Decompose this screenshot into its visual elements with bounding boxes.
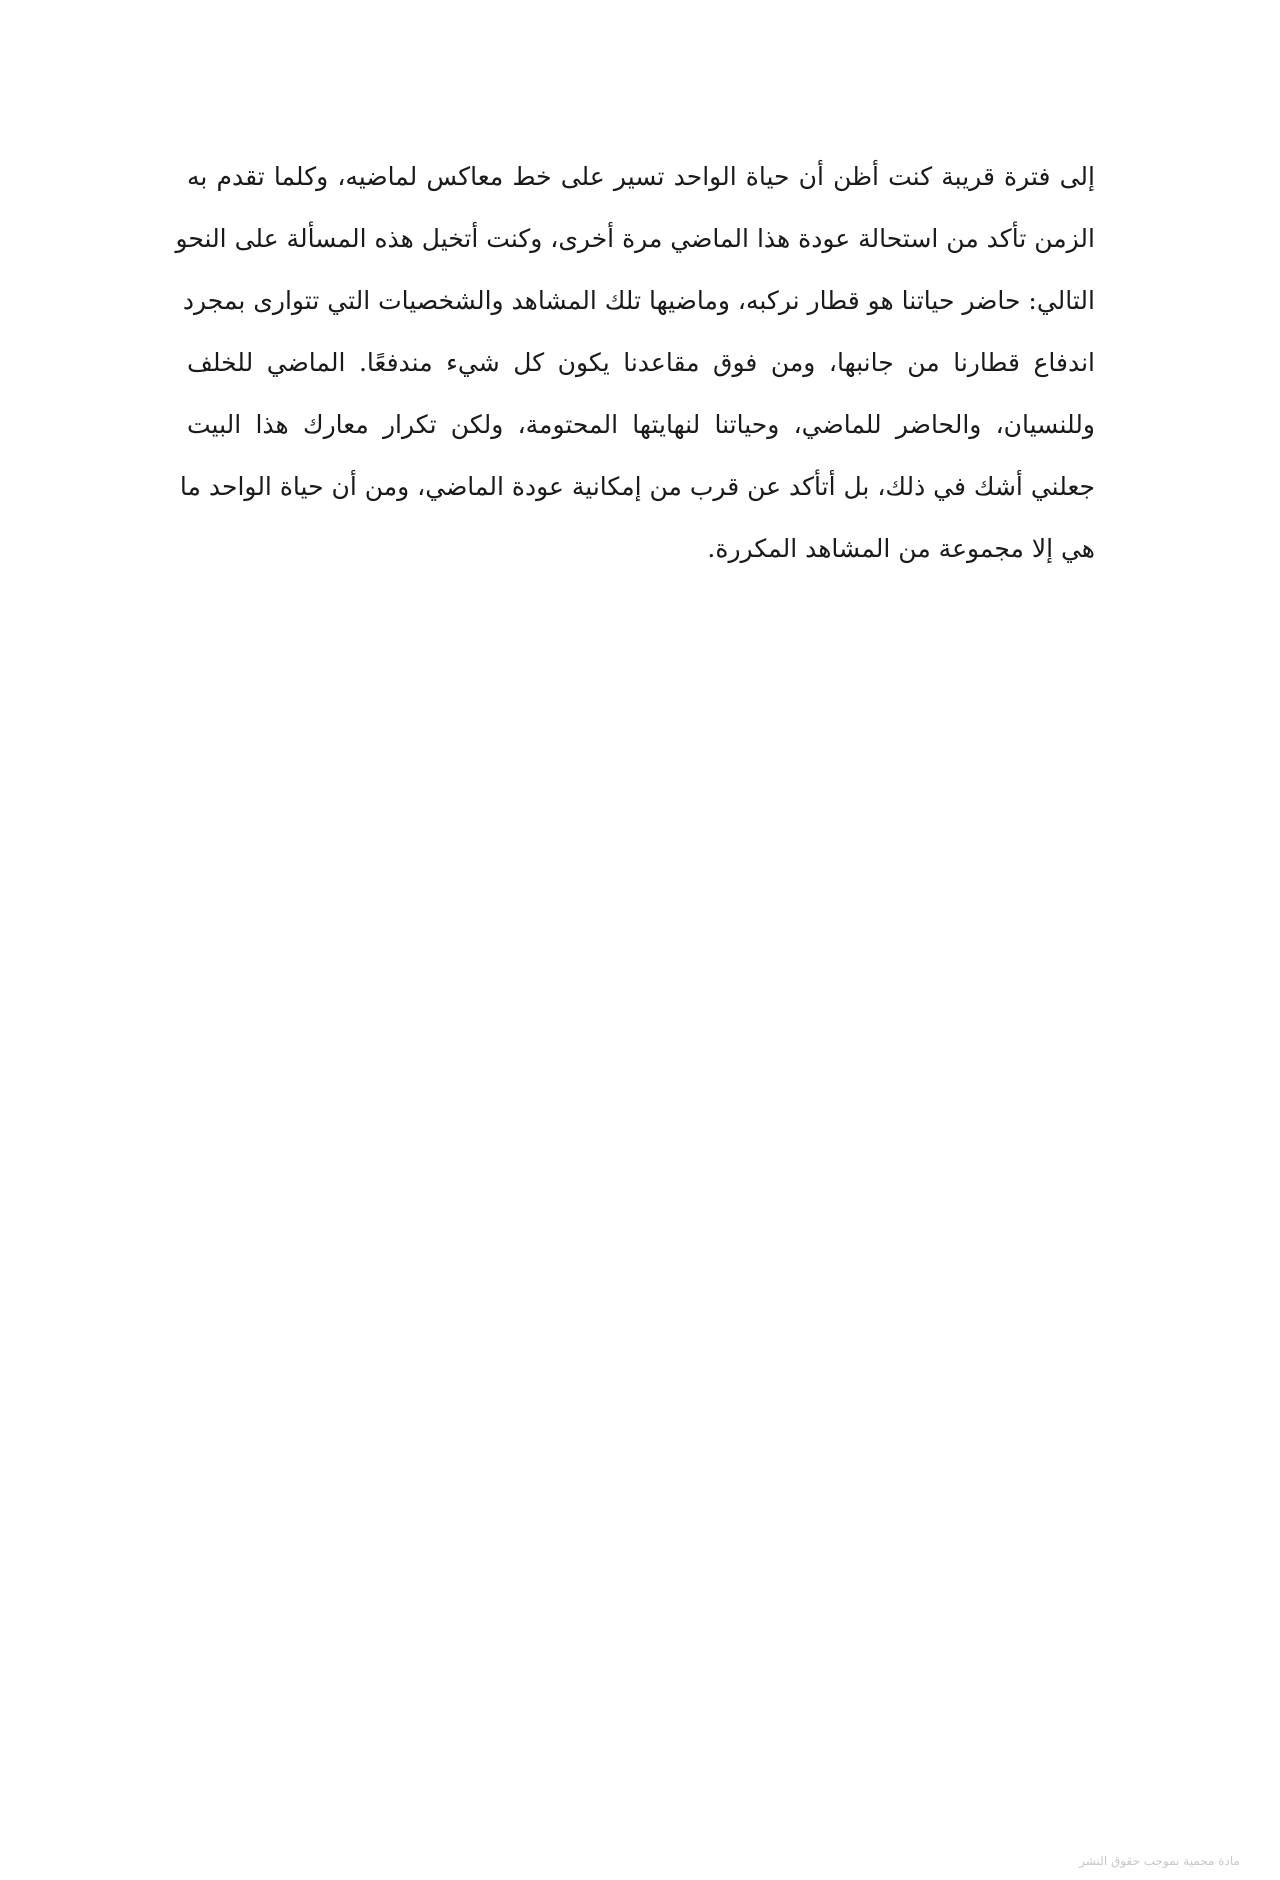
paragraph-line: الزمن تأكد من استحالة عودة هذا الماضي مرة أخرى، وكنت أتخيل هذه المسألة على النحو — [175, 224, 1095, 253]
paragraph-line: وللنسيان، والحاضر للماضي، وحياتنا لنهايتها المحتومة، ولكن تكرار معارك هذا البيت — [187, 410, 1095, 439]
paragraph-line: اندفاع قطارنا من جانبها، ومن فوق مقاعدنا يكون كل شيء مندفعًا. الماضي للخلف — [187, 348, 1095, 377]
paragraph-line: التالي: حاضر حياتنا هو قطار نركبه، وماضيها تلك المشاهد والشخصيات التي تتوارى بمجرد — [182, 286, 1095, 315]
paragraph-line: جعلني أشك في ذلك، بل أتأكد عن قرب من إمكانية عودة الماضي، ومن أن حياة الواحد ما — [179, 472, 1095, 501]
paragraph-line: إلى فترة قريبة كنت أظن أن حياة الواحد تسير على خط معاكس لماضيه، وكلما تقدم به — [187, 162, 1095, 191]
paragraph-line-last: هي إلا مجموعة من المشاهد المكررة. — [707, 534, 1095, 563]
copyright-watermark: مادة محمية بموجب حقوق النشر — [1079, 1854, 1240, 1868]
body-paragraph — [175, 146, 1095, 580]
